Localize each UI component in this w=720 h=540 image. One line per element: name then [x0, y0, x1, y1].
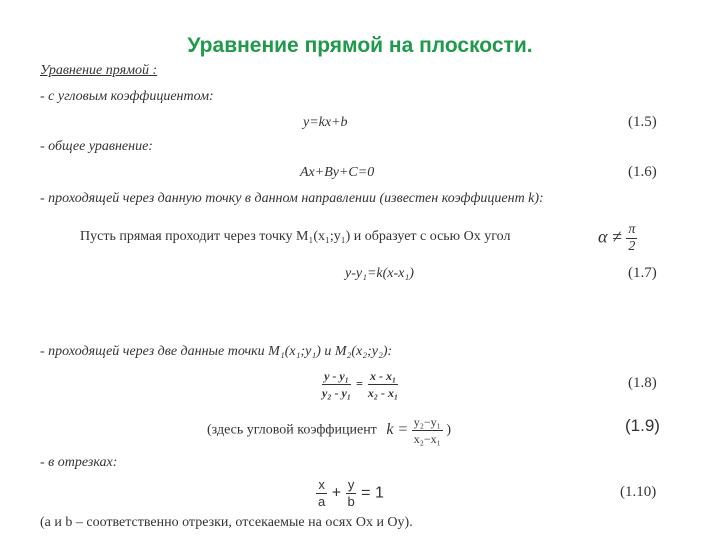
intercept-x-fraction [316, 477, 327, 510]
intercept-form-equation [316, 477, 384, 510]
two-points-rhs [366, 368, 400, 401]
two-points-lhs [320, 368, 353, 401]
plus-sign: + [331, 484, 342, 502]
general-form-equation: Ax+By+C=0 [300, 165, 375, 180]
alpha-symbol: α ≠ [598, 226, 622, 247]
intercept-y-fraction [345, 477, 356, 510]
equation-number-1-8: (1.8) [628, 375, 657, 391]
point-direction-text: Пусть прямая проходит через точку M₁(x₁;y₁) и образует с осью Ox угол [80, 229, 511, 244]
intercept-x-num: x [318, 477, 325, 492]
equation-number-1-10: (1.10) [620, 484, 657, 500]
equation-number-1-5: (1.5) [628, 114, 657, 130]
slope-form-equation: y=kx+b [303, 115, 348, 130]
general-form-label: - общее уравнение: [40, 139, 153, 154]
intercept-form-label: - в отрезках: [40, 455, 118, 470]
equation-number-1-6: (1.6) [628, 164, 657, 180]
equation-number-1-9: (1.9) [625, 416, 660, 435]
pi-denominator: 2 [628, 239, 636, 254]
two-points-lhs-den: y₂ - y₁ [322, 386, 352, 400]
slope-note-num: y₂−y₁ [413, 415, 441, 429]
equation-number-1-7: (1.7) [628, 265, 657, 281]
intercept-y-num: y [347, 477, 355, 492]
slope-note-den: x₂−x₁ [413, 432, 441, 446]
slope-form-label: - с угловым коэффициентом: [40, 89, 214, 104]
intercept-x-den: a [318, 494, 326, 509]
alpha-condition [598, 222, 637, 255]
slope-note [207, 414, 451, 447]
slope-note-k: k = [386, 420, 409, 438]
two-points-equation [320, 368, 400, 401]
two-points-rhs-den: x₂ - x₁ [367, 386, 399, 400]
pi-over-two [626, 222, 637, 255]
pi-numerator: π [628, 222, 636, 237]
two-points-rhs-num: x - x₁ [369, 369, 397, 383]
slope-note-open: (здесь угловой коэффициент [207, 422, 377, 438]
point-direction-label: - проходящей через данную точку в данном направлении (известен коэффициент k): [40, 191, 544, 206]
slope-note-fraction [412, 414, 443, 447]
section-heading: Уравнение прямой : [40, 63, 158, 78]
intercept-y-den: b [347, 494, 355, 509]
two-points-lhs-num: y - y₁ [324, 369, 349, 383]
page-title: Уравнение прямой на плоскости. [187, 34, 533, 57]
two-points-label: - проходящей через две данные точки M₁(x₁;y₁) и M₂(x₂;y₂): [40, 344, 393, 359]
intercept-rhs: = 1 [361, 484, 384, 502]
equals-sign: = [356, 376, 363, 391]
point-direction-equation: y-y₁=k(x-x₁) [345, 266, 414, 281]
intercept-footnote: (a и b – соответственно отрезки, отсекаемые на осях Ox и Oy). [40, 515, 413, 530]
slope-note-close: ) [446, 422, 452, 438]
